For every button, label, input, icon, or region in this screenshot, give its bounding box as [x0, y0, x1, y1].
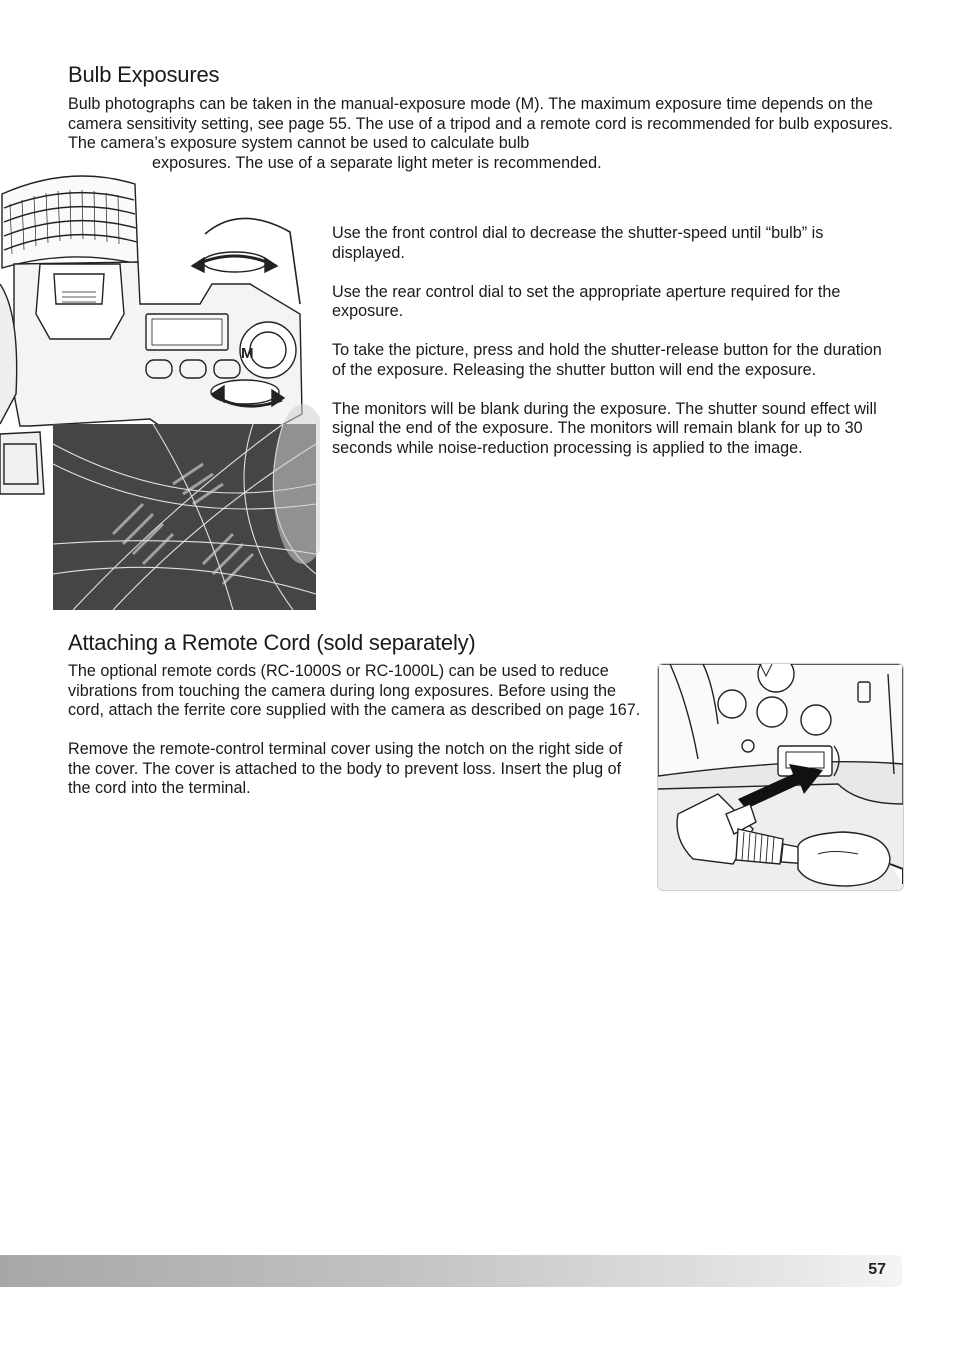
page-number: 57 [868, 1261, 886, 1278]
remote-text [68, 662, 648, 818]
section-title-bulb: Bulb Exposures [68, 62, 220, 87]
section-title-remote: Attaching a Remote Cord (sold separately) [68, 630, 476, 655]
footer-bar [0, 1255, 902, 1287]
bulb-steps [332, 224, 892, 478]
bulb-intro-end: exposures. The use of a separate light meter is recommended. [152, 153, 602, 172]
bulb-step-1: Use the front control dial to decrease the shutter-speed until “bulb” is displayed. [332, 224, 824, 262]
mode-dial-mark: M [241, 345, 254, 362]
bulb-step-4: The monitors will be blank during the exposure. The shutter sound effect will signal the end of the exposure. The monitors will remain blank for up to 30 seconds while noise-reduction processing is applied to the image. [332, 399, 877, 457]
remote-paragraph-1: The optional remote cords (RC-1000S or RC-1000L) can be used to reduce vibrations from touching the camera during long exposures. Before using the cord, attach the ferrite core supplied with the camera as described on page 167. [68, 662, 641, 719]
remote-terminal-illustration [657, 663, 904, 891]
camera-top-illustration [0, 164, 320, 614]
bulb-step-3: To take the picture, press and hold the shutter-release button for the duration of the exposure. Releasing the shutter button will end the exposure. [332, 341, 882, 379]
bulb-step-2: Use the rear control dial to set the appropriate aperture required for the exposure. [332, 282, 841, 320]
bulb-intro [68, 95, 898, 173]
remote-paragraph-2: Remove the remote-control terminal cover using the notch on the right side of the cover. The cover is attached to the body to prevent loss. Insert the plug of the cord into the terminal. [68, 740, 623, 797]
bulb-intro-main: Bulb photographs can be taken in the manual-exposure mode (M). The maximum exposure time depends on the camera sensitivity setting, see page 55. The use of a tripod and a remote cord is recommended for bulb exposures. The camera’s exposure system cannot be used to calculate bulb [68, 95, 893, 152]
